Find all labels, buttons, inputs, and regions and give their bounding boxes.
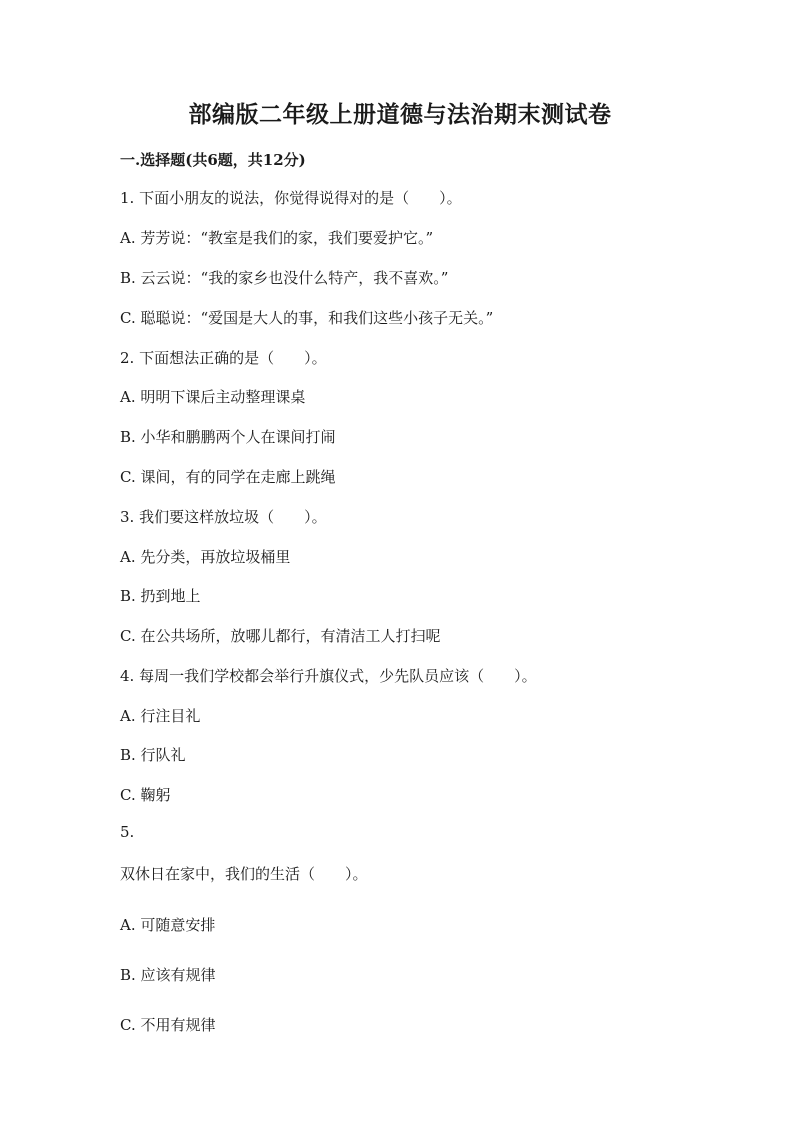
question-2-stem: 2. 下面想法正确的是（ ）。	[120, 349, 327, 367]
question-3-stem: 3. 我们要这样放垃圾（ ）。	[120, 508, 327, 526]
question-4-stem: 4. 每周一我们学校都会举行升旗仪式，少先队员应该（ ）。	[120, 667, 537, 685]
question-5-option-a: A. 可随意安排	[120, 916, 216, 934]
question-2-option-b: B. 小华和鹏鹏两个人在课间打闹	[120, 428, 336, 446]
section-heading: 一.选择题(共6题，共12分)	[120, 151, 306, 169]
question-2-option-c: C. 课间，有的同学在走廊上跳绳	[120, 468, 336, 486]
page-title: 部编版二年级上册道德与法治期末测试卷	[188, 101, 612, 128]
question-4-option-b: B. 行队礼	[120, 746, 186, 764]
question-3-option-b: B. 扔到地上	[120, 587, 201, 605]
question-1-option-c: C. 聪聪说：“爱国是大人的事，和我们这些小孩子无关。”	[120, 309, 494, 327]
question-3-option-a: A. 先分类，再放垃圾桶里	[120, 548, 291, 566]
question-2-option-a: A. 明明下课后主动整理课桌	[120, 388, 306, 406]
question-5-option-b: B. 应该有规律	[120, 966, 216, 984]
question-4-option-c: C. 鞠躬	[120, 786, 171, 804]
question-4-option-a: A. 行注目礼	[120, 707, 201, 725]
question-3-option-c: C. 在公共场所，放哪儿都行，有清洁工人打扫呢	[120, 627, 441, 645]
question-1-option-a: A. 芳芳说：“教室是我们的家，我们要爱护它。”	[120, 229, 434, 247]
question-1-stem: 1. 下面小朋友的说法，你觉得说得对的是（ ）。	[120, 189, 462, 207]
question-1-option-b: B. 云云说：“我的家乡也没什么特产，我不喜欢。”	[120, 269, 449, 287]
question-5-number: 5.	[120, 823, 135, 841]
question-5-stem: 双休日在家中，我们的生活（ ）。	[120, 865, 368, 883]
question-5-option-c: C. 不用有规律	[120, 1016, 216, 1034]
